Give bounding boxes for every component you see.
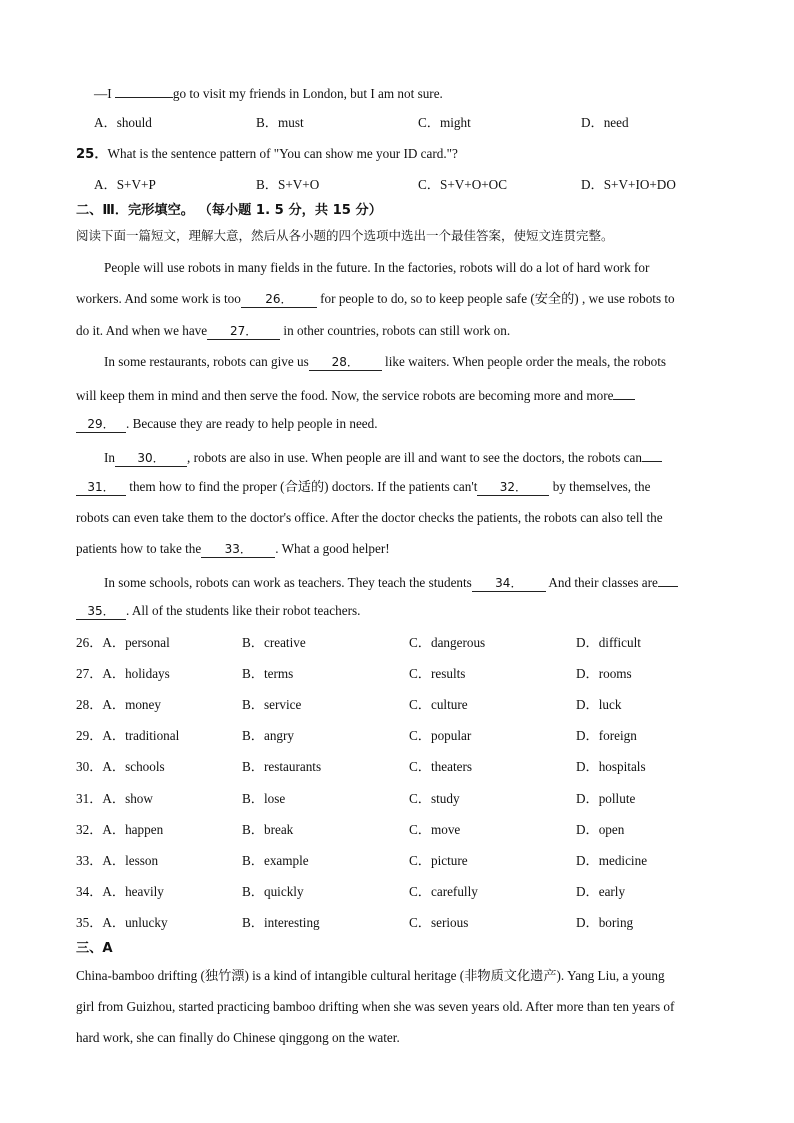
question-27: 27．A．holidays	[76, 666, 170, 681]
q34-option-d[interactable]: D．early	[576, 884, 626, 899]
q35-option-b[interactable]: B．interesting	[242, 915, 320, 930]
q28-option-c[interactable]: C．culture	[409, 697, 468, 712]
q25-option-a[interactable]: A．S+V+P	[94, 177, 156, 192]
q27-option-a[interactable]: A．holidays	[102, 666, 170, 681]
q26-option-c[interactable]: C．dangerous	[409, 635, 486, 650]
passage-line-1: People will use robots in many fields in the future. In the factories, robots will do a lot of hard work for	[104, 260, 650, 275]
blank-34[interactable]: 34．	[472, 576, 546, 592]
q30-option-a[interactable]: A．schools	[102, 759, 165, 774]
q24-blank[interactable]	[115, 82, 173, 98]
blank-29[interactable]: 29．	[76, 417, 126, 433]
section3-line-3: hard work, she can finally do Chinese qinggong on the water.	[76, 1030, 400, 1045]
q25-option-d[interactable]: D．S+V+IO+DO	[581, 177, 676, 192]
question-34: 34．A．heavily	[76, 884, 164, 899]
section3-line-1: China-bamboo drifting (独竹漂) is a kind of intangible cultural heritage (非物质文化遗产). Yang Liu, a young	[76, 968, 665, 983]
q34-option-c[interactable]: C．carefully	[409, 884, 478, 899]
question-35: 35．A．unlucky	[76, 915, 168, 930]
q25-option-c[interactable]: C．S+V+O+OC	[418, 177, 507, 192]
q26-option-d[interactable]: D．difficult	[576, 635, 641, 650]
q27-option-b[interactable]: B．terms	[242, 666, 294, 681]
q33-option-d[interactable]: D．medicine	[576, 853, 648, 868]
blank-35[interactable]: 35．	[76, 604, 126, 620]
passage-line-10: patients how to take the 33． . What a good helper!	[76, 541, 390, 556]
question-30: 30．A．schools	[76, 759, 165, 774]
q30-option-b[interactable]: B．restaurants	[242, 759, 322, 774]
q33-option-c[interactable]: C．picture	[409, 853, 468, 868]
q24-option-c[interactable]: C．might	[418, 115, 471, 130]
passage-line-5: will keep them in mind and then serve the food. Now, the service robots are becoming more and more	[76, 384, 635, 405]
passage-line-3: do it. And when we have 27． in other countries, robots can still work on.	[76, 323, 511, 338]
q29-option-a[interactable]: A．traditional	[102, 728, 180, 743]
question-29: 29．A．traditional	[76, 728, 180, 743]
q32-option-a[interactable]: A．happen	[102, 822, 164, 837]
blank-28[interactable]: 28．	[309, 355, 382, 371]
q31-option-d[interactable]: D．pollute	[576, 791, 636, 806]
passage-line-6: 29． . Because they are ready to help people in need.	[76, 415, 378, 433]
q28-option-b[interactable]: B．service	[242, 697, 302, 712]
blank-30[interactable]: 30．	[115, 451, 187, 467]
q27-option-c[interactable]: C．results	[409, 666, 466, 681]
q32-option-d[interactable]: D．open	[576, 822, 625, 837]
q24-option-b[interactable]: B．must	[256, 115, 304, 130]
q29-option-b[interactable]: B．angry	[242, 728, 295, 743]
passage-line-9: robots can even take them to the doctor's office. After the doctor checks the patients, the robots can also tell the	[76, 510, 663, 525]
q33-option-b[interactable]: B．example	[242, 853, 309, 868]
passage-line-8: 31． them how to find the proper (合适的) doctors. If the patients can't 32． by themselves, the	[76, 478, 650, 496]
q24-option-d[interactable]: D．need	[581, 115, 629, 130]
blank-33[interactable]: 33．	[201, 542, 275, 558]
q32-option-c[interactable]: C．move	[409, 822, 461, 837]
question-28: 28．A．money	[76, 697, 161, 712]
q27-option-d[interactable]: D．rooms	[576, 666, 632, 681]
q31-option-b[interactable]: B．lose	[242, 791, 286, 806]
q28-option-a[interactable]: A．money	[102, 697, 161, 712]
q30-option-c[interactable]: C．theaters	[409, 759, 472, 774]
section2-instruction: 阅读下面一篇短文，理解大意，然后从各小题的四个选项中选出一个最佳答案，使短文连贯完整。	[76, 228, 614, 243]
passage-line-4: In some restaurants, robots can give us 28． like waiters. When people order the meals, the robots	[104, 354, 667, 369]
section3-line-2: girl from Guizhou, started practicing bamboo drifting when she was seven years old. After more than ten years of	[76, 999, 675, 1014]
q24-stem: —I go to visit my friends in London, but I am not sure.	[94, 82, 443, 103]
question-32: 32．A．happen	[76, 822, 164, 837]
blank-27[interactable]: 27．	[207, 324, 280, 340]
q33-option-a[interactable]: A．lesson	[102, 853, 159, 868]
section3-heading: 三、A	[76, 941, 113, 956]
q35-option-c[interactable]: C．serious	[409, 915, 469, 930]
q30-option-d[interactable]: D．hospitals	[576, 759, 646, 774]
blank-32[interactable]: 32．	[477, 480, 549, 496]
q31-option-c[interactable]: C．study	[409, 791, 460, 806]
blank-31[interactable]: 31．	[76, 480, 126, 496]
q29-option-d[interactable]: D．foreign	[576, 728, 637, 743]
q35-option-d[interactable]: D．boring	[576, 915, 634, 930]
q34-option-b[interactable]: B．quickly	[242, 884, 304, 899]
passage-line-2: workers. And some work is too 26． for people to do, so to keep people safe (安全的) , we use robots to	[76, 291, 675, 306]
q26-option-a[interactable]: A．personal	[102, 635, 170, 650]
passage-line-7: In 30． , robots are also in use. When people are ill and want to see the doctors, the robots can	[104, 446, 662, 467]
question-33: 33．A．lesson	[76, 853, 159, 868]
passage-line-12: 35． . All of the students like their robot teachers.	[76, 602, 360, 620]
passage-line-11: In some schools, robots can work as teachers. They teach the students 34． And their classes are	[104, 571, 678, 592]
q26-option-b[interactable]: B．creative	[242, 635, 306, 650]
question-26: 26．A．personal	[76, 635, 170, 650]
q29-option-c[interactable]: C．popular	[409, 728, 472, 743]
section2-heading: 二、Ⅲ．完形填空。 （每小题 1. 5 分，共 15 分）	[76, 203, 382, 218]
q32-option-b[interactable]: B．break	[242, 822, 294, 837]
question-31: 31．A．show	[76, 791, 153, 806]
q34-option-a[interactable]: A．heavily	[102, 884, 164, 899]
q31-option-a[interactable]: A．show	[102, 791, 153, 806]
q24-option-a[interactable]: A．should	[94, 115, 152, 130]
q25-stem: 25．What is the sentence pattern of "You can show me your ID card."?	[76, 146, 458, 162]
q25-option-b[interactable]: B．S+V+O	[256, 177, 320, 192]
q28-option-d[interactable]: D．luck	[576, 697, 622, 712]
blank-26[interactable]: 26．	[241, 292, 317, 308]
q35-option-a[interactable]: A．unlucky	[102, 915, 168, 930]
